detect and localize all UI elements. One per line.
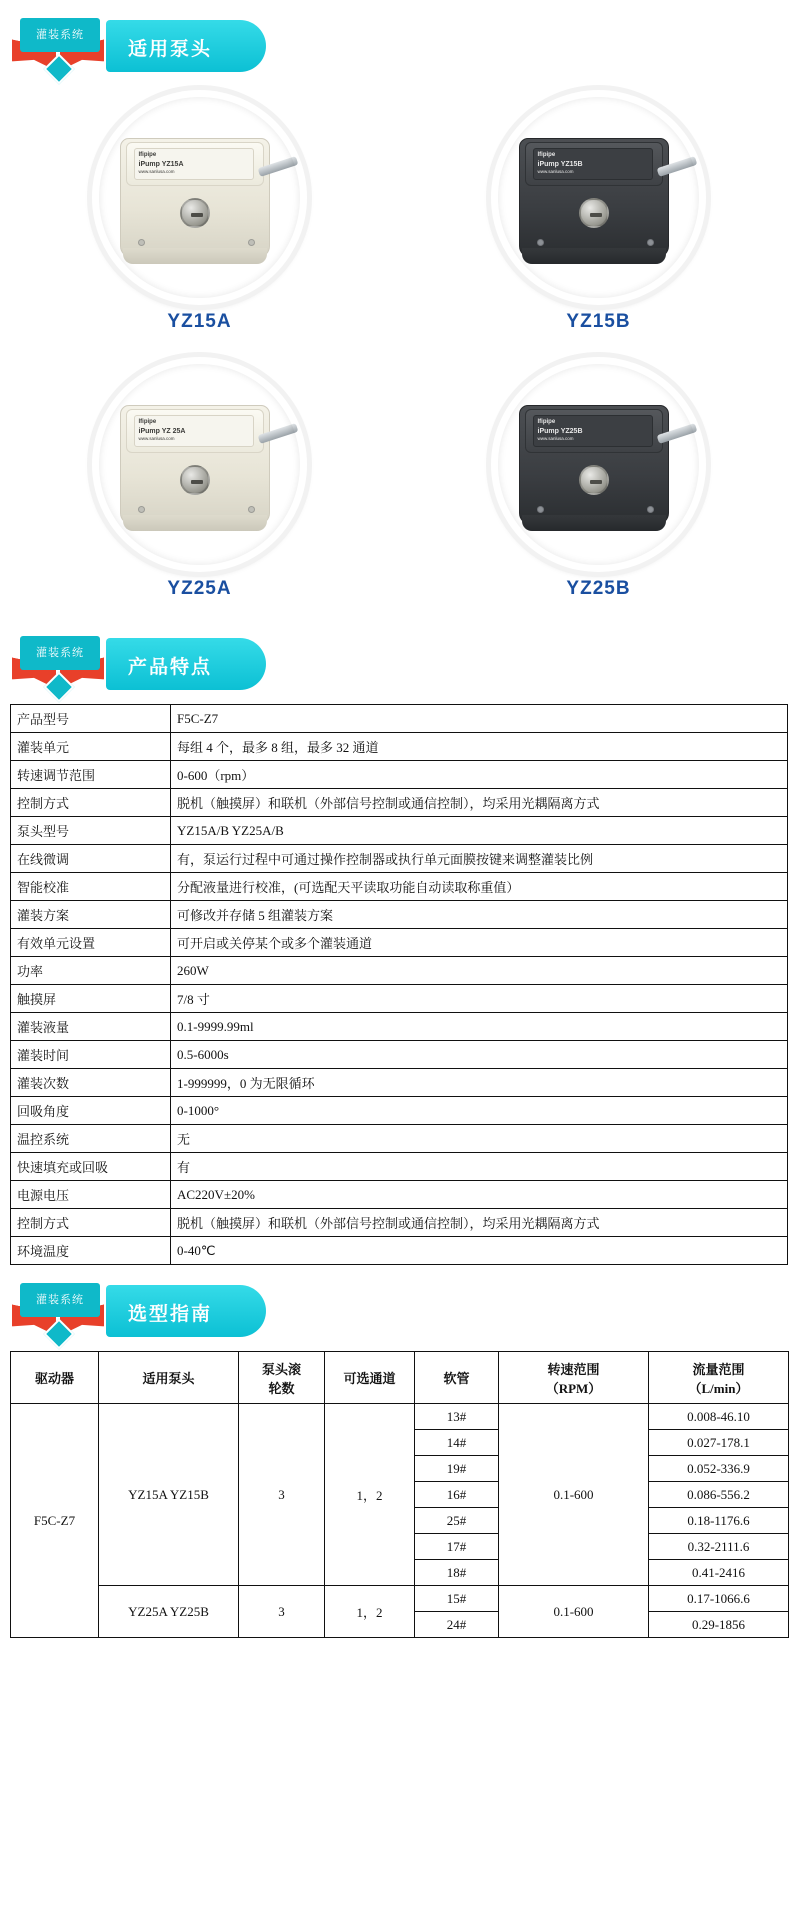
spec-value: 0-1000°: [171, 1097, 788, 1125]
pump-rotor-hub: [579, 465, 609, 495]
cell-channels: 1，2: [325, 1586, 415, 1638]
col-header-pump-head: 适用泵头: [99, 1352, 239, 1404]
cell-flow-range: 0.41-2416: [649, 1560, 789, 1586]
col-header-flow-range: [649, 1352, 789, 1404]
cell-tubing: 25#: [415, 1508, 499, 1534]
cell-tubing: 24#: [415, 1612, 499, 1638]
table-row: [11, 985, 788, 1013]
cell-tubing: 15#: [415, 1586, 499, 1612]
cell-flow-range: 0.29-1856: [649, 1612, 789, 1638]
col-header-speed-range: [499, 1352, 649, 1404]
table-row: [11, 705, 788, 733]
selection-guide-table: [10, 1351, 789, 1638]
cell-tubing: 18#: [415, 1560, 499, 1586]
spec-key: 回吸角度: [11, 1097, 171, 1125]
pump-website: www.sanlusa.com: [537, 168, 574, 174]
spec-key: 智能校准: [11, 873, 171, 901]
pump-photo-ring: [92, 90, 307, 305]
pump-screw: [537, 239, 544, 246]
pump-website: www.sanlusa.com: [537, 435, 574, 441]
spec-key: 灌装次数: [11, 1069, 171, 1097]
pump-model: iPump YZ25B: [537, 427, 583, 435]
ribbon-label: 灌装系统: [20, 636, 100, 670]
pump-illustration: [513, 132, 685, 264]
pump-caption: YZ25B: [566, 578, 631, 599]
col-header-rollers-line2: 轮数: [268, 1380, 295, 1396]
cell-tubing: 13#: [415, 1404, 499, 1430]
col-header-speed-line1: 转速范围: [547, 1361, 600, 1377]
pump-base: [522, 248, 666, 264]
pump-item: [0, 86, 399, 351]
pump-caption: YZ15B: [566, 311, 631, 332]
section-header-selection-guide: [0, 1275, 798, 1347]
spec-key: 电源电压: [11, 1181, 171, 1209]
spec-value: 7/8 寸: [171, 985, 788, 1013]
spec-value: 0-600（rpm）: [171, 761, 788, 789]
table-row: [11, 817, 788, 845]
pump-screw: [248, 506, 255, 513]
spec-value: 可修改并存储 5 组灌装方案: [171, 901, 788, 929]
ribbon-label: 灌装系统: [20, 18, 100, 52]
spec-value: 0.5-6000s: [171, 1041, 788, 1069]
table-row: [11, 1097, 788, 1125]
product-datasheet-page: [0, 10, 798, 1638]
table-row: [11, 1181, 788, 1209]
pump-photo-ring: [491, 90, 706, 305]
cell-pump-heads: YZ25A YZ25B: [99, 1586, 239, 1638]
table-header-row: [11, 1352, 789, 1404]
pump-model: iPump YZ15A: [138, 160, 184, 168]
pump-rotor-hub: [180, 198, 210, 228]
pump-screw: [138, 239, 145, 246]
pump-website: www.sanlusa.com: [138, 168, 175, 174]
spec-value: YZ15A/B YZ25A/B: [171, 817, 788, 845]
ribbon-label: 灌装系统: [20, 1283, 100, 1317]
pump-label: [533, 148, 653, 180]
table-row: [11, 1013, 788, 1041]
cell-flow-range: 0.027-178.1: [649, 1430, 789, 1456]
spec-value: 脱机（触摸屏）和联机（外部信号控制或通信控制），均采用光耦隔离方式: [171, 1209, 788, 1237]
col-header-channels: 可选通道: [325, 1352, 415, 1404]
pump-model: iPump YZ15B: [537, 160, 583, 168]
spec-key: 功率: [11, 957, 171, 985]
cell-flow-range: 0.18-1176.6: [649, 1508, 789, 1534]
cell-tubing: 19#: [415, 1456, 499, 1482]
cell-channels: 1，2: [325, 1404, 415, 1586]
table-row: [11, 1041, 788, 1069]
pump-website: www.sanlusa.com: [138, 435, 175, 441]
table-row: [11, 1586, 789, 1612]
table-row: [11, 1237, 788, 1265]
pump-brand: lfipipe: [138, 151, 157, 158]
spec-value: 分配液量进行校准，(可选配天平读取功能自动读取称重值）: [171, 873, 788, 901]
pump-gallery: [0, 86, 798, 618]
pump-item: [399, 353, 798, 618]
pump-screw: [647, 506, 654, 513]
cell-pump-heads: YZ15A YZ15B: [99, 1404, 239, 1586]
col-header-speed-line2: （RPM）: [545, 1380, 602, 1396]
spec-value: 无: [171, 1125, 788, 1153]
table-row: [11, 761, 788, 789]
pump-screw: [138, 506, 145, 513]
section-title: 产品特点: [128, 657, 213, 678]
pump-brand: lfipipe: [537, 418, 556, 425]
pump-illustration: [114, 132, 286, 264]
pump-screw: [537, 506, 544, 513]
pump-base: [123, 515, 267, 531]
cell-flow-range: 0.052-336.9: [649, 1456, 789, 1482]
spec-key: 环境温度: [11, 1237, 171, 1265]
table-row: [11, 1069, 788, 1097]
spec-key: 有效单元设置: [11, 929, 171, 957]
pump-rotor-hub: [180, 465, 210, 495]
section-title: 适用泵头: [128, 39, 213, 60]
spec-key: 温控系统: [11, 1125, 171, 1153]
col-header-flow-line1: 流量范围: [692, 1361, 745, 1377]
table-row: [11, 929, 788, 957]
table-row: [11, 733, 788, 761]
cell-rollers: 3: [239, 1586, 325, 1638]
pump-base: [522, 515, 666, 531]
table-row: [11, 845, 788, 873]
col-header-rollers: [239, 1352, 325, 1404]
col-header-driver: 驱动器: [11, 1352, 99, 1404]
spec-value: 脱机（触摸屏）和联机（外部信号控制或通信控制），均采用光耦隔离方式: [171, 789, 788, 817]
table-row: [11, 1125, 788, 1153]
spec-value: AC220V±20%: [171, 1181, 788, 1209]
spec-key: 灌装方案: [11, 901, 171, 929]
spec-key: 转速调节范围: [11, 761, 171, 789]
cell-speed-range: 0.1-600: [499, 1404, 649, 1586]
col-header-flow-line2: （L/min）: [688, 1380, 749, 1396]
ribbon-badge: [12, 1279, 108, 1343]
pump-photo-ring: [92, 357, 307, 572]
spec-value: 有，泵运行过程中可通过操作控制器或执行单元面膜按键来调整灌装比例: [171, 845, 788, 873]
spec-value: 每组 4 个，最多 8 组，最多 32 通道: [171, 733, 788, 761]
table-row: [11, 873, 788, 901]
section-title: 选型指南: [128, 1304, 213, 1325]
col-header-rollers-line1: 泵头滚: [261, 1361, 301, 1377]
spec-value: 260W: [171, 957, 788, 985]
section-header-pump-heads: [0, 10, 798, 82]
col-header-tubing: 软管: [415, 1352, 499, 1404]
spec-key: 在线微调: [11, 845, 171, 873]
pump-brand: lfipipe: [138, 418, 157, 425]
spec-value: 1-999999，0 为无限循环: [171, 1069, 788, 1097]
cell-flow-range: 0.32-2111.6: [649, 1534, 789, 1560]
ribbon-badge: [12, 632, 108, 696]
pump-photo-ring: [491, 357, 706, 572]
pump-label: [134, 415, 254, 447]
pump-model: iPump YZ 25A: [138, 427, 186, 435]
pump-item: [399, 86, 798, 351]
ribbon-badge: [12, 14, 108, 78]
pump-brand: lfipipe: [537, 151, 556, 158]
spec-key: 泵头型号: [11, 817, 171, 845]
spec-key: 灌装时间: [11, 1041, 171, 1069]
spec-key: 产品型号: [11, 705, 171, 733]
spec-key: 触摸屏: [11, 985, 171, 1013]
pump-caption: YZ15A: [167, 311, 232, 332]
spec-value: F5C-Z7: [171, 705, 788, 733]
pump-label: [533, 415, 653, 447]
spec-key: 控制方式: [11, 1209, 171, 1237]
cell-speed-range: 0.1-600: [499, 1586, 649, 1638]
pump-screw: [248, 239, 255, 246]
spec-key: 灌装单元: [11, 733, 171, 761]
spec-value: 可开启或关停某个或多个灌装通道: [171, 929, 788, 957]
spec-value: 有: [171, 1153, 788, 1181]
pump-screw: [647, 239, 654, 246]
spec-key: 灌装液量: [11, 1013, 171, 1041]
cell-rollers: 3: [239, 1404, 325, 1586]
table-row: [11, 1404, 789, 1430]
spec-key: 控制方式: [11, 789, 171, 817]
cell-tubing: 16#: [415, 1482, 499, 1508]
pump-illustration: [513, 399, 685, 531]
table-row: [11, 1209, 788, 1237]
table-row: [11, 789, 788, 817]
section-header-features: [0, 628, 798, 700]
pump-illustration: [114, 399, 286, 531]
specification-table: [10, 704, 788, 1265]
cell-flow-range: 0.008-46.10: [649, 1404, 789, 1430]
pump-base: [123, 248, 267, 264]
pump-item: [0, 353, 399, 618]
spec-value: 0.1-9999.99ml: [171, 1013, 788, 1041]
table-row: [11, 957, 788, 985]
table-row: [11, 1153, 788, 1181]
spec-value: 0-40℃: [171, 1237, 788, 1265]
cell-flow-range: 0.086-556.2: [649, 1482, 789, 1508]
table-row: [11, 901, 788, 929]
pump-rotor-hub: [579, 198, 609, 228]
spec-key: 快速填充或回吸: [11, 1153, 171, 1181]
pump-label: [134, 148, 254, 180]
cell-tubing: 17#: [415, 1534, 499, 1560]
cell-driver: F5C-Z7: [11, 1404, 99, 1638]
cell-flow-range: 0.17-1066.6: [649, 1586, 789, 1612]
cell-tubing: 14#: [415, 1430, 499, 1456]
pump-caption: YZ25A: [167, 578, 232, 599]
